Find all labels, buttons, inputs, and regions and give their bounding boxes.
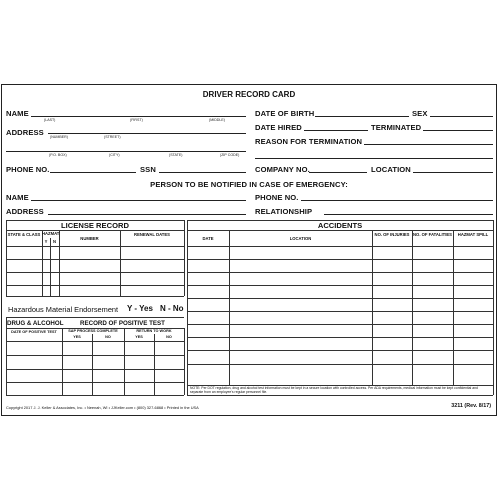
address-sub-street: (STREET) [104,135,121,139]
ssn-label: SSN [140,165,156,174]
license-col-renewal: RENEWAL DATES [134,232,170,237]
confidentiality-note: NOTE: Per DOT regulation, drug and alcohol test information must be kept in a secure location with controlled access. Per ADA requirements, medical information must be kept confidential and separate from an employee's regular personnel file. [190,386,478,395]
address-line-2[interactable] [6,151,246,152]
sap-no: NO [105,335,111,339]
accident-row[interactable] [187,311,493,312]
form-title: DRIVER RECORD CARD [202,90,296,99]
driver-record-card [1,84,497,416]
sex-label: SEX [412,109,428,118]
date-hired-field[interactable] [304,130,368,131]
phone-label: PHONE NO. [6,165,50,174]
location-label: LOCATION [371,165,411,174]
drug-col-date: DATE OF POSITIVE TEST [11,330,57,334]
emergency-phone-field[interactable] [301,200,493,201]
license-col-state: STATE & CLASS [7,232,41,237]
accident-col-spill: HAZMAT SPILL [457,232,489,237]
terminated-field[interactable] [423,130,493,131]
drug-row[interactable] [6,382,184,383]
address-sub-zip: (ZIP CODE) [220,153,240,157]
license-col-hazmat: HAZMAT [42,231,60,236]
no-option-text: N - No [160,304,184,313]
dob-field[interactable] [315,116,409,117]
drug-col-sap: SAP PROCESS COMPLETE [68,329,118,333]
terminated-label: TERMINATED [371,123,422,132]
emergency-phone-label: PHONE NO. [255,193,299,202]
drug-row[interactable] [6,369,184,370]
name-sub-last: (LAST) [44,118,56,122]
accident-row[interactable] [187,364,493,365]
license-row[interactable] [6,285,184,286]
license-col-y: Y [44,239,48,244]
return-no: NO [166,335,172,339]
accidents-heading: ACCIDENTS [317,221,363,230]
address-sub-number: (NUMBER) [50,135,68,139]
form-number: 3211 (Rev. 8/17) [451,403,491,409]
sap-yes: YES [73,335,81,339]
copyright-text: Copyright 2017 J. J. Keller & Associates, Inc. • Neenah, WI • JJKeller.com • (800) 327-6868 • Printed in the USA [6,405,199,410]
dob-label: DATE OF BIRTH [255,109,315,118]
return-yes: YES [135,335,143,339]
name-sub-first: (FIRST) [130,118,143,122]
accident-col-location: LOCATION [289,236,312,241]
drug-heading-2: RECORD OF POSITIVE TEST [80,320,165,327]
license-row[interactable] [6,259,184,260]
accident-row[interactable] [187,324,493,325]
accident-col-injuries: NO. OF INJURIES [374,232,410,237]
license-row[interactable] [6,272,184,273]
emergency-address-label: ADDRESS [6,207,44,216]
emergency-name-label: NAME [6,193,29,202]
accident-row[interactable] [187,272,493,273]
accident-row[interactable] [187,259,493,260]
address-line-1[interactable] [48,133,246,134]
address-label: ADDRESS [6,128,44,137]
emergency-name-field[interactable] [31,200,246,201]
name-label: NAME [6,109,29,118]
name-field[interactable] [31,116,246,117]
hazmat-no-option [160,304,184,313]
name-sub-middle: (MIDDLE) [209,118,225,122]
accident-row[interactable] [187,350,493,351]
license-col-number: NUMBER [80,236,99,241]
emergency-heading: PERSON TO BE NOTIFIED IN CASE OF EMERGENCY: [150,180,348,189]
drug-heading: DRUG & ALCOHOL [7,320,64,327]
relationship-label: RELATIONSHIP [255,207,313,216]
phone-field[interactable] [50,172,136,173]
drug-row[interactable] [6,355,184,356]
address-sub-city: (CITY) [109,153,120,157]
accident-row[interactable] [187,337,493,338]
accident-row[interactable] [187,298,493,299]
reason-field-2[interactable] [255,158,493,159]
yes-option-text: Y - Yes [127,304,153,313]
company-label: COMPANY NO. [255,165,310,174]
hazmat-endorsement-label: Hazardous Material Endorsement [8,305,119,314]
address-sub-state: (STATE) [169,153,183,157]
drug-col-return: RETURN TO WORK [136,329,172,333]
accident-col-fatalities: NO. OF FATALITIES [413,232,452,237]
accident-row[interactable] [187,285,493,286]
company-field[interactable] [309,172,367,173]
address-sub-pobox: (P.O. BOX) [49,153,67,157]
ssn-field[interactable] [159,172,246,173]
relationship-field[interactable] [324,214,493,215]
accident-col-date: DATE [202,236,214,241]
license-col-n: N [52,239,57,244]
reason-label: REASON FOR TERMINATION [255,137,363,146]
sex-field[interactable] [430,116,493,117]
emergency-address-field[interactable] [48,214,246,215]
location-field[interactable] [413,172,493,173]
hazmat-yes-option [127,304,153,313]
date-hired-label: DATE HIRED [255,123,302,132]
reason-field-1[interactable] [364,144,493,145]
license-heading: LICENSE RECORD [61,221,129,230]
